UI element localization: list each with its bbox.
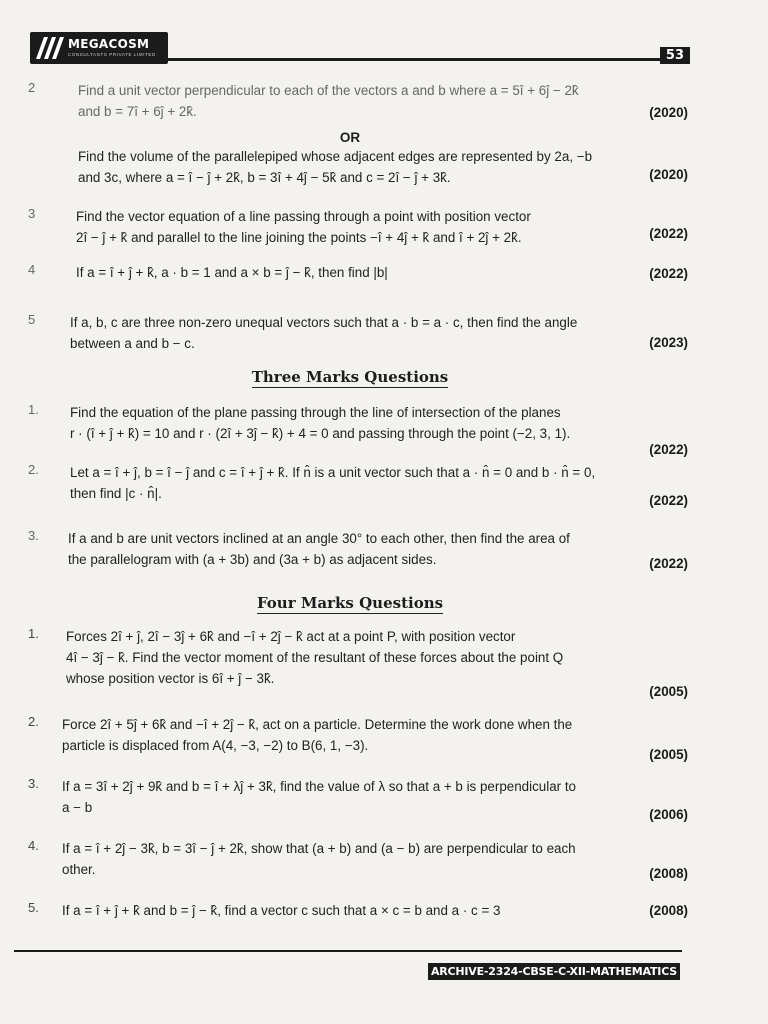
question-number: 5. <box>28 900 39 915</box>
question-text <box>70 312 630 354</box>
question-number: 2. <box>28 462 39 477</box>
question-text <box>78 80 638 122</box>
or-separator: OR <box>339 130 361 145</box>
question-line: If a = 3î + 2ĵ + 9k̂ and b = î + λĵ + 3k̂, find the value of λ so that a + b is perpendicular to <box>62 779 577 794</box>
question-line: the parallelogram with (a + 3b) and (3a + b) as adjacent sides. <box>68 552 437 567</box>
question-line: particle is displaced from A(4, −3, −2) to B(6, 1, −3). <box>62 738 369 753</box>
section-title-four-marks: Four Marks Questions <box>256 594 444 612</box>
question-number: 2. <box>28 714 39 729</box>
question-text <box>76 262 636 283</box>
question-line: Find the equation of the plane passing through the line of intersection of the planes <box>70 405 561 420</box>
question-year: (2020) <box>649 167 688 182</box>
footer-rule <box>14 950 682 952</box>
question-year: (2020) <box>649 105 688 120</box>
question-text <box>68 528 678 570</box>
question-text <box>62 714 682 756</box>
question-line: Forces 2î + ĵ, 2î − 3ĵ + 6k̂ and −î + 2ĵ − k̂ act at a point P, with position vector <box>66 629 516 644</box>
question-text <box>70 402 690 444</box>
question-year: (2005) <box>649 684 688 699</box>
question-year: (2022) <box>649 556 688 571</box>
question-text <box>76 206 636 248</box>
question-line: and b = 7î + 6ĵ + 2k̂. <box>78 104 197 119</box>
question-line: If a and b are unit vectors inclined at an angle 30° to each other, then find the area of <box>68 531 570 546</box>
question-line: Find the vector equation of a line passing through a point with position vector <box>76 209 531 224</box>
question-text <box>66 626 686 689</box>
question-line: a − b <box>62 800 93 815</box>
question-line: Find a unit vector perpendicular to each of the vectors a and b where a = 5î + 6ĵ − 2k̂ <box>78 83 579 98</box>
question-line: 4î − 3ĵ − k̂. Find the vector moment of the resultant of these forces about the point Q <box>66 650 564 665</box>
question-number: 2 <box>28 80 36 95</box>
question-line: Let a = î + ĵ, b = î − ĵ and c = î + ĵ + k̂. If n̂ is a unit vector such that a · n̂ = 0 and b · n̂ = 0, <box>70 465 596 480</box>
question-year: (2022) <box>649 226 688 241</box>
question-line: If a = î + ĵ + k̂, a · b = 1 and a × b = ĵ − k̂, then find |b| <box>76 265 388 280</box>
question-year: (2022) <box>649 266 688 281</box>
question-year: (2022) <box>649 442 688 457</box>
question-text <box>70 462 690 504</box>
question-line: Force 2î + 5ĵ + 6k̂ and −î + 2ĵ − k̂, act on a particle. Determine the work done when the <box>62 717 573 732</box>
brand-name: MEGACOSM <box>68 37 150 51</box>
question-line: and 3c, where a = î − ĵ + 2k̂, b = 3î + 4ĵ − 5k̂ and c = 2î − ĵ + 3k̂. <box>78 170 451 185</box>
question-number: 1. <box>28 626 39 641</box>
footer-archive-label: ARCHIVE-2324-CBSE-C-XII-MATHEMATICS <box>428 963 680 980</box>
question-number: 3 <box>28 206 36 221</box>
section-title-three-marks: Three Marks Questions <box>251 368 449 386</box>
question-year: (2008) <box>649 903 688 918</box>
brand-subtitle: CONSULTANTS PRIVATE LIMITED <box>68 52 156 57</box>
header-rule <box>168 58 690 61</box>
question-number: 5 <box>28 312 36 327</box>
question-line: If a = î + ĵ + k̂ and b = ĵ − k̂, find a vector c such that a × c = b and a · c = 3 <box>62 903 501 918</box>
brand-logo <box>30 32 168 64</box>
question-text <box>62 900 622 921</box>
question-year: (2008) <box>649 866 688 881</box>
question-year: (2005) <box>649 747 688 762</box>
question-year: (2023) <box>649 335 688 350</box>
page-header <box>30 28 690 68</box>
question-text <box>62 776 682 818</box>
question-line: If a, b, c are three non-zero unequal vectors such that a · b = a · c, then find the angle <box>70 315 578 330</box>
question-line: 2î − ĵ + k̂ and parallel to the line joining the points −î + 4ĵ + k̂ and î + 2ĵ + 2k̂. <box>76 230 522 245</box>
question-number: 1. <box>28 402 39 417</box>
question-line: r · (î + ĵ + k̂) = 10 and r · (2î + 3ĵ − k̂) + 4 = 0 and passing through the point (−2, 3, 1). <box>70 426 571 441</box>
question-line: between a and b − c. <box>70 336 195 351</box>
question-year: (2006) <box>649 807 688 822</box>
question-line: Find the volume of the parallelepiped whose adjacent edges are represented by 2a, −b <box>78 149 593 164</box>
question-line: If a = î + 2ĵ − 3k̂, b = 3î − ĵ + 2k̂, show that (a + b) and (a − b) are perpendicular to each <box>62 841 576 856</box>
question-line: other. <box>62 862 96 877</box>
question-number: 3. <box>28 528 39 543</box>
question-year: (2022) <box>649 493 688 508</box>
question-number: 4 <box>28 262 36 277</box>
megacosm-logo-icon <box>34 35 66 61</box>
question-text <box>78 146 638 188</box>
question-line: then find |c · n̂|. <box>70 486 162 501</box>
page-number: 53 <box>660 47 690 64</box>
question-number: 3. <box>28 776 39 791</box>
question-line: whose position vector is 6î + ĵ − 3k̂. <box>66 671 275 686</box>
question-number: 4. <box>28 838 39 853</box>
question-text <box>62 838 682 880</box>
